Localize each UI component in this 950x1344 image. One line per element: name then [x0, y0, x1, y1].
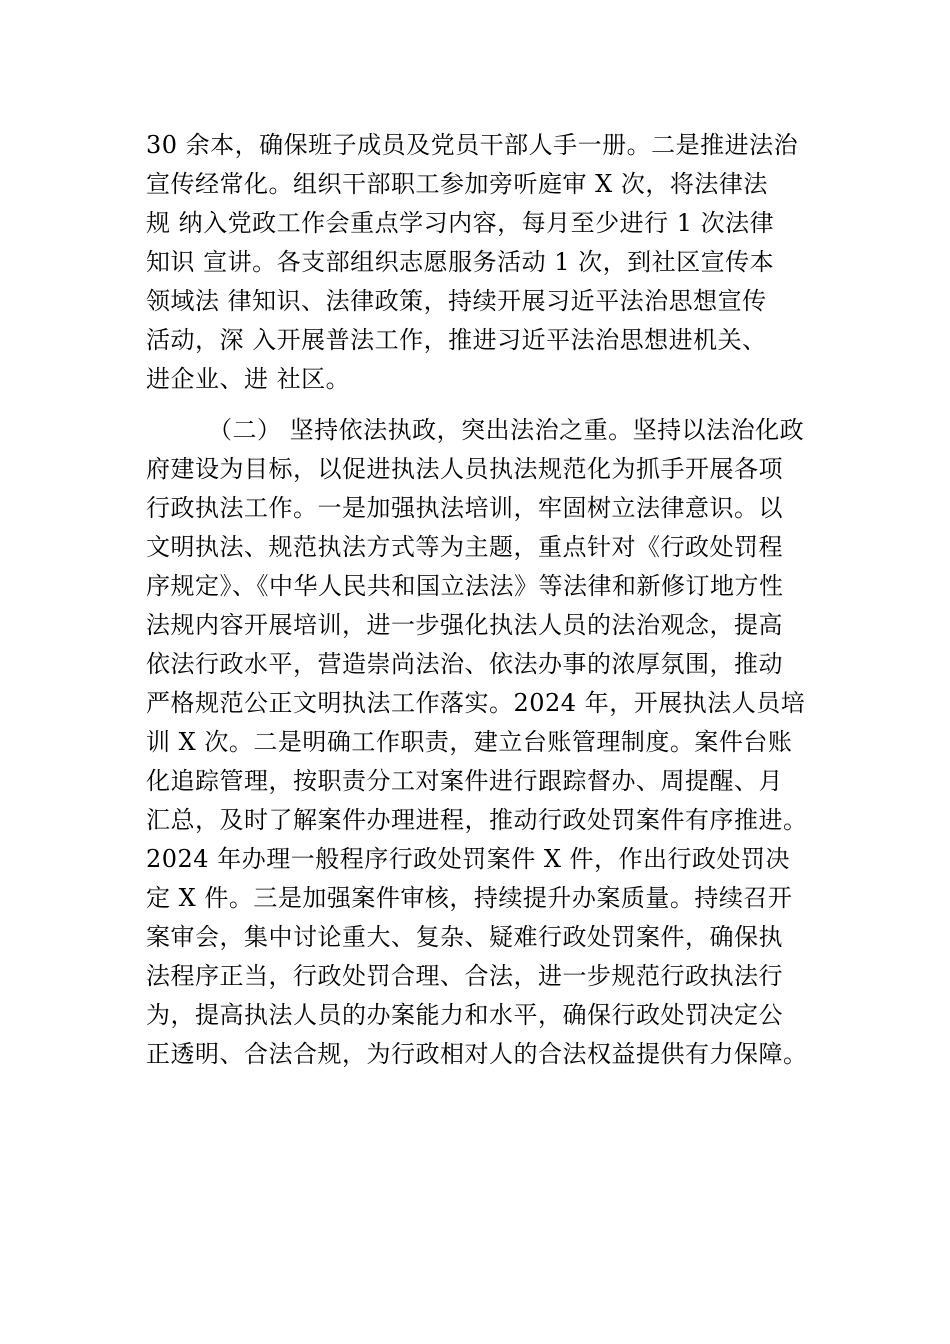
paragraph-2-line: 法规内容开展培训，进一步强化执法人员的法治观念，提高	[146, 611, 783, 639]
paragraph-2-line: 汇总，及时了解案件办理进程，推动行政处罚案件有序推进。	[146, 806, 808, 834]
paragraph-2-line: 行政执法工作。一是加强执法培训，牢固树立法律意识。以	[146, 494, 783, 522]
paragraph-1-line: 30 余本，确保班子成员及党员干部人手一册。二是推进法治	[146, 131, 799, 159]
paragraph-2-line: 依法行政水平，营造崇尚法治、依法办事的浓厚氛围，推动	[146, 650, 783, 678]
paragraph-2-line: （二） 坚持依法执政，突出法治之重。坚持以法治化政	[208, 416, 805, 444]
paragraph-1-line: 活动，深 入开展普法工作，推进习近平法治思想进机关、	[146, 326, 767, 354]
paragraph-1-line: 进企业、进 社区。	[146, 365, 351, 393]
paragraph-2-line: 为，提高执法人员的办案能力和水平，确保行政处罚决定公	[146, 1001, 783, 1029]
paragraph-2-line: 法程序正当，行政处罚合理、合法，进一步规范行政执法行	[146, 962, 783, 990]
paragraph-2-line: 文明执法、规范执法方式等为主题，重点针对《行政处罚程	[146, 533, 783, 561]
paragraph-2-line: 严格规范公正文明执法工作落实。2024 年，开展执法人员培	[146, 689, 806, 717]
paragraph-2-line: 府建设为目标，以促进执法人员执法规范化为抓手开展各项	[146, 455, 783, 483]
paragraph-1-line: 知识 宣讲。各支部组织志愿服务活动 1 次，到社区宣传本	[146, 248, 775, 276]
paragraph-2-line: 训 X 次。二是明确工作职责，建立台账管理制度。案件台账	[146, 728, 793, 756]
paragraph-1-line: 领域法 律知识、法律政策，持续开展习近平法治思想宣传	[146, 287, 767, 315]
paragraph-2-line: 正透明、合法合规，为行政相对人的合法权益提供有力保障。	[146, 1040, 808, 1068]
paragraph-1-line: 宣传经常化。组织干部职工参加旁听庭审 X 次，将法律法	[146, 170, 768, 198]
paragraph-2-line: 2024 年办理一般程序行政处罚案件 X 件，作出行政处罚决	[146, 845, 791, 873]
paragraph-2-line: 序规定》、《中华人民共和国立法法》等法律和新修订地方性	[146, 572, 784, 600]
paragraph-2-line: 化追踪管理，按职责分工对案件进行跟踪督办、周提醒、月	[146, 767, 783, 795]
paragraph-2-line: 定 X 件。三是加强案件审核，持续提升办案质量。持续召开	[146, 884, 793, 912]
paragraph-1-line: 规 纳入党政工作会重点学习内容，每月至少进行 1 次法律	[146, 209, 775, 237]
paragraph-2-line: 案审会，集中讨论重大、复杂、疑难行政处罚案件，确保执	[146, 923, 783, 951]
